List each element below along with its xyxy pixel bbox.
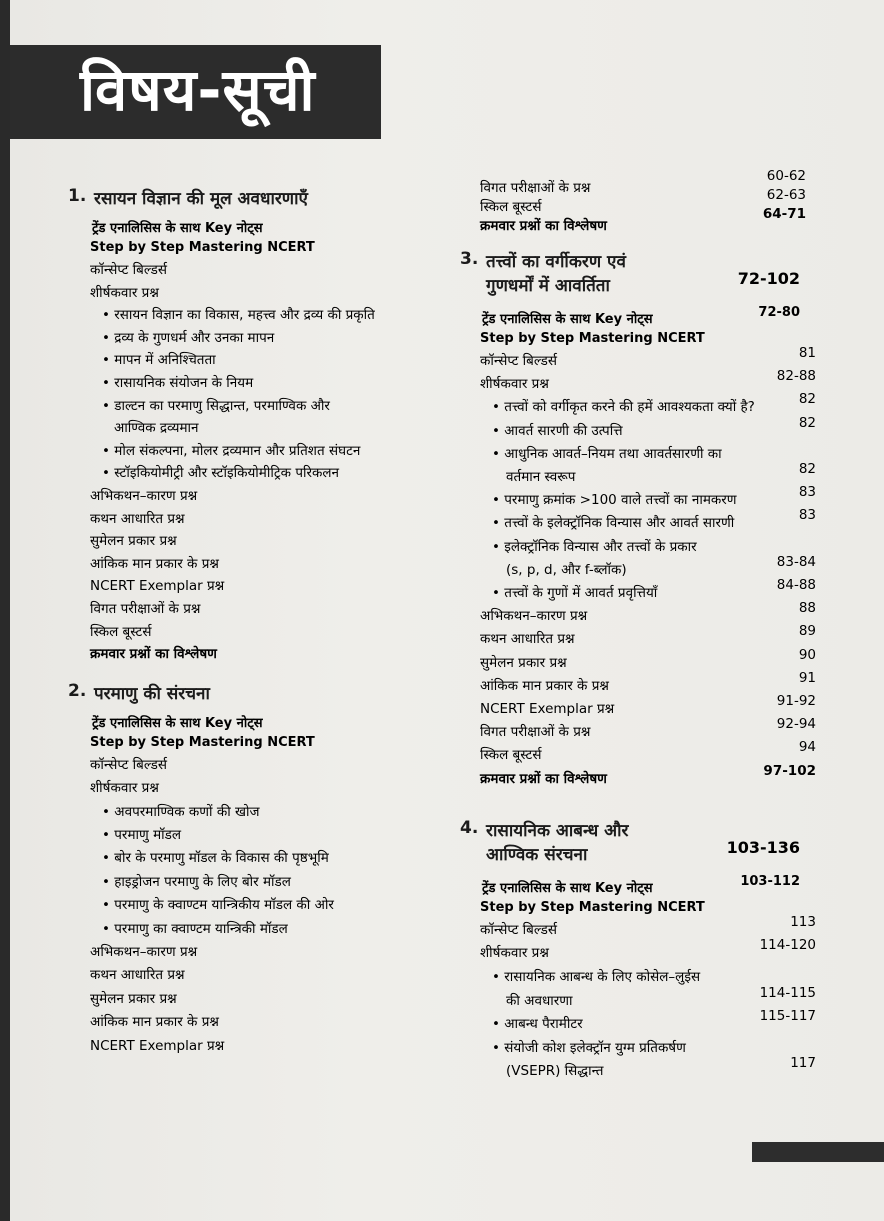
section-item: विगत परीक्षाओं के प्रश्न	[480, 724, 591, 741]
section-item: अभिकथन–कारण प्रश्न	[90, 944, 198, 960]
topic-item-continued: की अवधारणा	[506, 992, 573, 1009]
section-item: सुमेलन प्रकार प्रश्न	[90, 990, 177, 1007]
mastering-label: Step by Step Mastering NCERT	[90, 734, 315, 750]
section-item: NCERT Exemplar प्रश्न	[480, 701, 615, 717]
topic-item-continued: (VSEPR) सिद्धान्त	[506, 1063, 604, 1080]
item-pages: 82	[798, 414, 816, 431]
section-item: सुमेलन प्रकार प्रश्न	[480, 654, 567, 671]
topic-item: • परमाणु के क्वाण्टम यान्त्रिकीय मॉडल की ओर	[102, 895, 334, 913]
item-pages: 82	[798, 461, 816, 477]
topic-item: • आधुनिक आवर्त–नियम तथा आवर्तसारणी का	[492, 444, 722, 462]
item-pages: 81	[798, 345, 816, 361]
section-item: क्रमवार प्रश्नों का विश्लेषण	[90, 646, 217, 663]
chapter-title: आण्विक संरचना	[486, 844, 588, 865]
item-pages: 114-115	[759, 984, 816, 1001]
section-item: शीर्षकवार प्रश्न	[90, 780, 159, 797]
item-pages: 113	[790, 913, 816, 930]
chapter-pages: 103-136	[726, 837, 800, 857]
item-pages: 91	[798, 669, 816, 686]
mastering-label: Step by Step Mastering NCERT	[480, 899, 705, 915]
topic-item: • स्टॉइकियोमीट्री और स्टॉइकियोमीट्रिक परिकलन	[102, 463, 339, 481]
section-item: क्रमवार प्रश्नों का विश्लेषण	[480, 218, 607, 234]
section-item: कॉन्सेप्ट बिल्डर्स	[480, 353, 557, 369]
section-item: स्किल बूस्टर्स	[90, 623, 152, 640]
topic-item: • रासायनिक संयोजन के नियम	[102, 373, 253, 391]
topic-item: • तत्त्वों को वर्गीकृत करने की हमें आवश्यकता क्यों है?	[492, 397, 755, 415]
section-item: शीर्षकवार प्रश्न	[90, 284, 159, 301]
topic-item: • मापन में अनिश्चितता	[102, 350, 216, 368]
topic-item: • परमाणु क्रमांक >100 वाले तत्त्वों का नामकरण	[492, 490, 737, 508]
section-item: कथन आधारित प्रश्न	[90, 967, 185, 984]
section-item: कॉन्सेप्ट बिल्डर्स	[480, 921, 557, 938]
topic-item: • आबन्ध पैरामीटर	[492, 1014, 583, 1032]
decorative-corner-bar	[752, 1142, 884, 1162]
section-item: आंकिक मान प्रकार के प्रश्न	[90, 555, 219, 572]
item-pages: 82	[798, 391, 816, 408]
section-item: NCERT Exemplar प्रश्न	[90, 1037, 225, 1054]
chapter-number: 2.	[68, 680, 87, 701]
item-pages: 60-62	[766, 168, 806, 184]
section-item: सुमेलन प्रकार प्रश्न	[90, 533, 177, 550]
item-pages: 94	[798, 739, 816, 756]
topic-item: • अवपरमाण्विक कणों की खोज	[102, 802, 260, 820]
section-item: कथन आधारित प्रश्न	[480, 631, 575, 648]
key-notes-label: ट्रेंड एनालिसिस के साथ Key नोट्स	[482, 312, 653, 327]
section-item: शीर्षकवार प्रश्न	[480, 945, 549, 962]
topic-item: • द्रव्य के गुणधर्म और उनका मापन	[102, 328, 274, 346]
mastering-label: Step by Step Mastering NCERT	[480, 331, 705, 346]
item-pages: 64-71	[762, 206, 806, 222]
section-item: स्किल बूस्टर्स	[480, 199, 542, 215]
topic-item: • बोर के परमाणु मॉडल के विकास की पृष्ठभूमि	[102, 848, 329, 866]
section-item: आंकिक मान प्रकार के प्रश्न	[90, 1014, 219, 1031]
page-title: विषय-सूची	[80, 56, 316, 124]
item-pages: 90	[798, 646, 816, 663]
chapter-pages: 72-102	[737, 269, 800, 288]
item-pages: 114-120	[759, 937, 816, 954]
section-item: NCERT Exemplar प्रश्न	[90, 578, 225, 595]
chapter-title: रसायन विज्ञान की मूल अवधारणाएँ	[94, 189, 308, 209]
item-pages: 117	[790, 1055, 816, 1072]
section-item: कॉन्सेप्ट बिल्डर्स	[90, 262, 167, 278]
section-item: कथन आधारित प्रश्न	[90, 510, 185, 527]
topic-item: • परमाणु मॉडल	[102, 825, 181, 843]
key-notes-label: ट्रेंड एनालिसिस के साथ Key नोट्स	[92, 715, 263, 731]
topic-item: • मोल संकल्पना, मोलर द्रव्यमान और प्रतिशत संघटन	[102, 441, 360, 459]
item-pages: 88	[798, 600, 816, 617]
item-pages: 83-84	[776, 553, 816, 570]
chapter-number: 3.	[460, 249, 479, 269]
item-pages: 115-117	[759, 1008, 816, 1025]
section-item: विगत परीक्षाओं के प्रश्न	[90, 601, 201, 617]
chapter-title: गुणधर्मों में आवर्तिता	[486, 276, 610, 296]
section-item: स्किल बूस्टर्स	[480, 747, 542, 764]
chapter-title: तत्त्वों का वर्गीकरण एवं	[486, 252, 626, 272]
chapter-title: रासायनिक आबन्ध और	[486, 820, 629, 841]
chapter-number: 4.	[460, 817, 479, 838]
item-pages: 92-94	[776, 716, 816, 733]
key-notes-label: ट्रेंड एनालिसिस के साथ Key नोट्स	[482, 880, 653, 896]
chapter-title: परमाणु की संरचना	[94, 683, 210, 704]
section-item: शीर्षकवार प्रश्न	[480, 376, 549, 393]
section-item: विगत परीक्षाओं के प्रश्न	[480, 180, 591, 196]
item-pages: 62-63	[766, 187, 806, 203]
topic-item: • रासायनिक आबन्ध के लिए कोसेल–लुईस	[492, 967, 700, 985]
item-pages: 83	[798, 507, 816, 524]
item-pages: 91-92	[776, 693, 816, 709]
topic-item: • इलेक्ट्रॉनिक विन्यास और तत्त्वों के प्रकार	[492, 537, 697, 555]
section-item: क्रमवार प्रश्नों का विश्लेषण	[480, 770, 607, 787]
item-pages: 97-102	[763, 762, 816, 779]
topic-item: • डाल्टन का परमाणु सिद्धान्त, परमाण्विक और	[102, 396, 330, 414]
topic-item: • तत्त्वों के इलेक्ट्रॉनिक विन्यास और आवर्त सारणी	[492, 513, 734, 531]
topic-item-continued: वर्तमान स्वरूप	[506, 469, 576, 485]
topic-item: • संयोजी कोश इलेक्ट्रॉन युग्म प्रतिकर्षण	[492, 1038, 686, 1056]
topic-item-continued: आण्विक द्रव्यमान	[114, 420, 199, 437]
item-pages: 84-88	[776, 577, 816, 593]
topic-item: • आवर्त सारणी की उत्पत्ति	[492, 421, 623, 439]
mastering-label: Step by Step Mastering NCERT	[90, 240, 315, 255]
key-notes-pages: 72-80	[758, 305, 800, 320]
section-item: आंकिक मान प्रकार के प्रश्न	[480, 677, 609, 694]
topic-item: • हाइड्रोजन परमाणु के लिए बोर मॉडल	[102, 872, 291, 890]
key-notes-label: ट्रेंड एनालिसिस के साथ Key नोट्स	[92, 221, 263, 236]
item-pages: 89	[798, 623, 816, 640]
section-item: कॉन्सेप्ट बिल्डर्स	[90, 756, 167, 773]
topic-item-continued: (s, p, d, और f-ब्लॉक)	[506, 561, 627, 578]
document-page	[10, 0, 884, 1221]
toc-right-column	[10, 0, 884, 1221]
key-notes-pages: 103-112	[740, 873, 800, 889]
item-pages: 82-88	[776, 368, 816, 385]
topic-item: • परमाणु का क्वाण्टम यान्त्रिकी मॉडल	[102, 919, 288, 937]
topic-item: • रसायन विज्ञान का विकास, महत्त्व और द्रव्य की प्रकृति	[102, 305, 375, 323]
section-item: अभिकथन–कारण प्रश्न	[90, 488, 198, 504]
item-pages: 83	[798, 484, 816, 501]
chapter-number: 1.	[68, 186, 87, 206]
section-item: अभिकथन–कारण प्रश्न	[480, 608, 588, 625]
topic-item: • तत्त्वों के गुणों में आवर्त प्रवृत्तियाँ	[492, 583, 657, 601]
